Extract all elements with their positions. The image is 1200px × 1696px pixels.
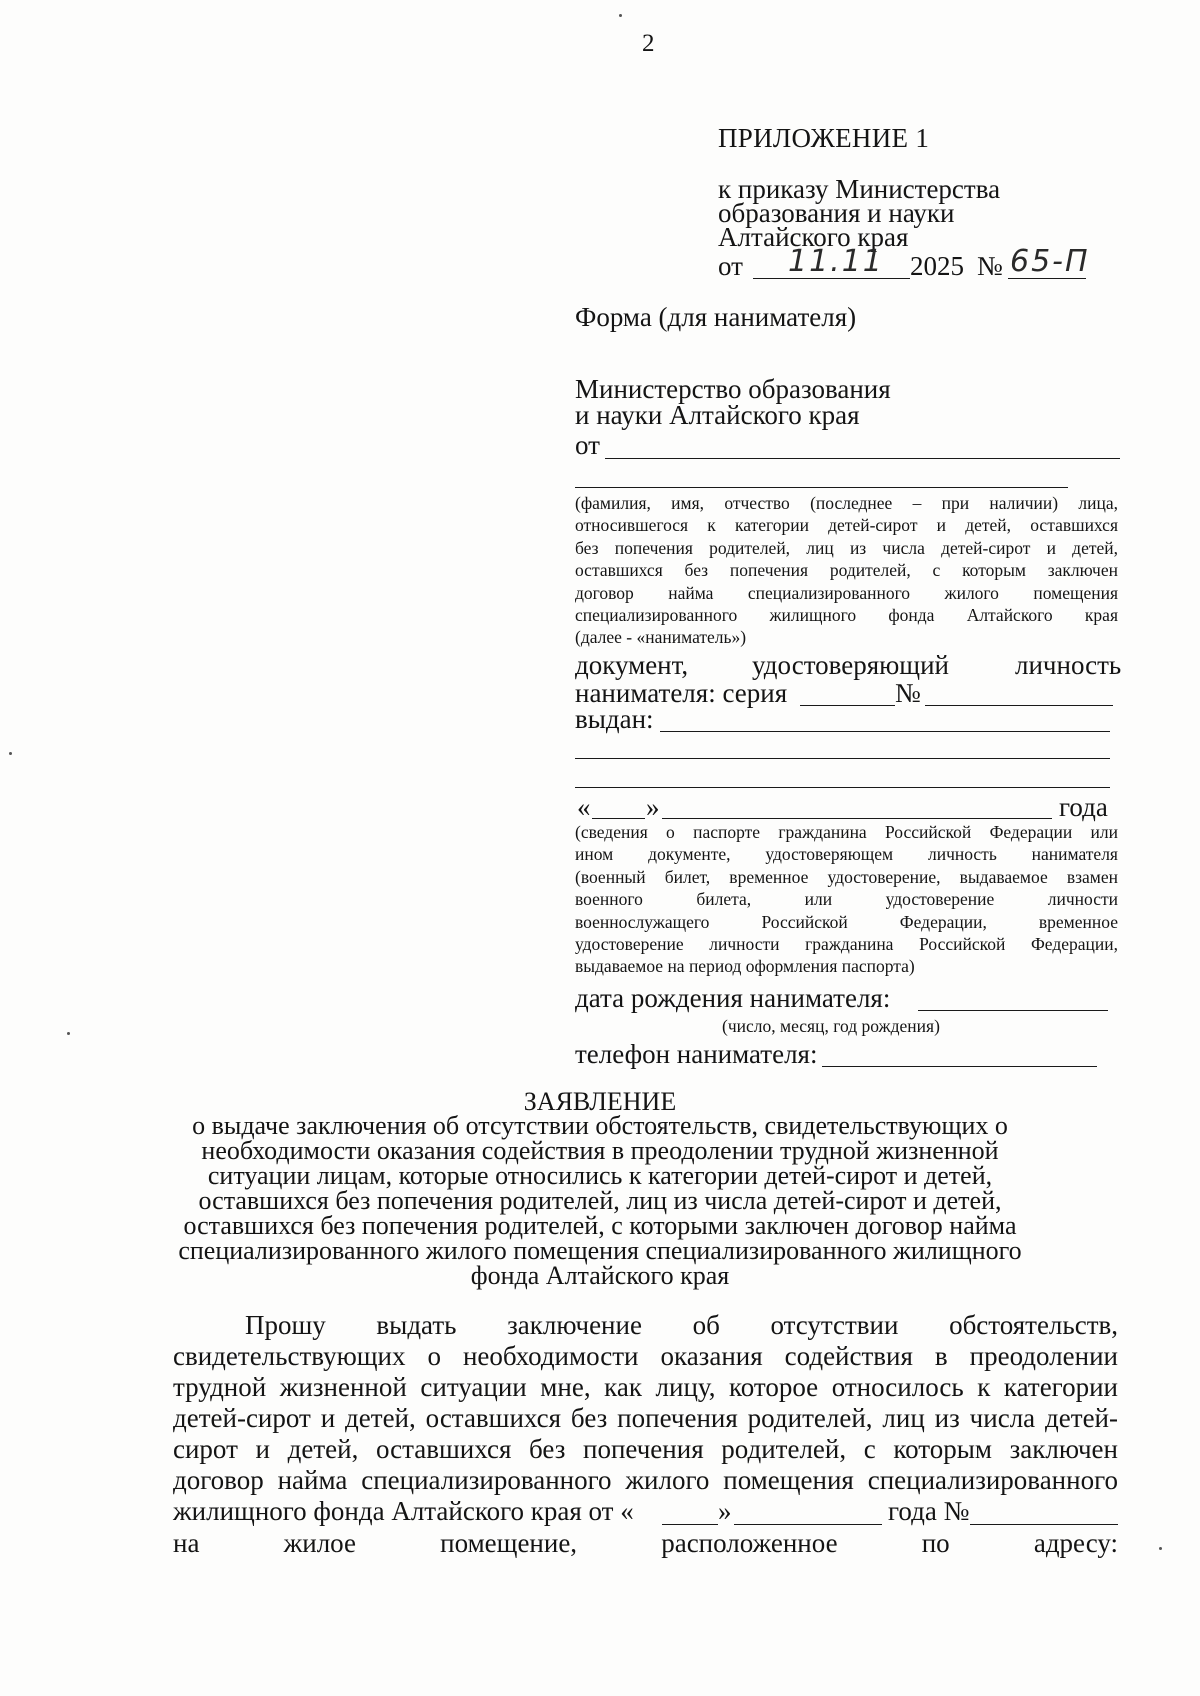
subtitle-line: ситуации лицам, которые относились к категории детей-сирот и детей, — [207, 1161, 993, 1190]
contract-quote-close: » — [718, 1496, 732, 1526]
hint-line: ином документе, удостоверяющем личность нанимателя — [575, 844, 1118, 865]
from-label: от — [575, 430, 600, 460]
hint-line: специализированного жилищного фонда Алтайского края — [575, 605, 1118, 626]
doc-issued-label: выдан: — [575, 704, 654, 734]
statement-title: ЗАЯВЛЕНИЕ — [523, 1087, 677, 1116]
from-name-line-2[interactable] — [575, 487, 1068, 488]
order-reference — [718, 174, 1001, 252]
doc-hint — [575, 821, 1118, 978]
doc-date-year-word: года — [1059, 792, 1108, 822]
appendix-title: ПРИЛОЖЕНИЕ 1 — [718, 123, 930, 153]
page-number: 2 — [642, 30, 655, 57]
doc-label-b: удостоверяющий — [752, 650, 949, 680]
hint-line: выдаваемое на период оформления паспорта) — [575, 956, 915, 977]
scan-speck — [9, 752, 12, 755]
hint-line: относившегося к категории детей-сирот и детей, оставшихся — [575, 515, 1118, 536]
scan-speck — [619, 14, 622, 17]
scan-speck — [67, 1032, 70, 1035]
order-number-sign: № — [977, 251, 1003, 281]
statement-body — [173, 1310, 1118, 1496]
hint-line: военнослужащего Российской Федерации, временное — [575, 911, 1118, 932]
subtitle-line: оставшихся без попечения родителей, лиц из числа детей-сирот и детей, — [198, 1186, 1002, 1215]
order-ref-line: к приказу Министерства — [718, 174, 1001, 204]
contract-year-number-label: года № — [888, 1496, 970, 1526]
order-ref-line: образования и науки — [718, 198, 955, 228]
birth-date-label: дата рождения нанимателя: — [575, 983, 891, 1013]
doc-issued-line-3[interactable] — [575, 787, 1110, 788]
body-line: сирот и детей, оставшихся без попечения родителей, с которым заключен — [173, 1434, 1118, 1464]
fio-hint — [575, 492, 1118, 649]
doc-series-line[interactable] — [800, 705, 895, 706]
form-label: Форма (для нанимателя) — [575, 302, 857, 332]
doc-date-month-line[interactable] — [662, 818, 1052, 819]
body-line: детей-сирот и детей, оставшихся без попечения родителей, лиц из числа детей- — [173, 1403, 1118, 1433]
body-line: свидетельствующих о необходимости оказания содействия в преодолении — [173, 1341, 1118, 1371]
birth-date-line[interactable] — [918, 1010, 1108, 1011]
contract-number-line[interactable] — [970, 1524, 1118, 1525]
doc-label-a: документ, — [575, 650, 689, 680]
phone-line[interactable] — [822, 1066, 1097, 1067]
birth-date-hint: (число, месяц, год рождения) — [722, 1016, 940, 1036]
body-line: Прошу выдать заключение об отсутствии обстоятельств, — [245, 1310, 1118, 1340]
addressee-line-1: Министерство образования — [575, 374, 891, 404]
scan-speck — [1159, 1547, 1162, 1550]
statement-subtitle — [150, 1113, 1050, 1288]
hint-line: договор найма специализированного жилого помещения — [575, 582, 1118, 603]
doc-series-label: нанимателя: серия — [575, 678, 788, 708]
doc-date-quote-open: « — [577, 792, 591, 822]
hint-line: (сведения о паспорте гражданина Российской Федерации или — [575, 822, 1118, 842]
body-line: договор найма специализированного жилого помещения специализированного — [173, 1465, 1118, 1495]
from-name-line[interactable] — [605, 458, 1120, 459]
contract-day-line[interactable] — [662, 1524, 718, 1525]
order-number-handwritten: 65-П — [1010, 244, 1090, 279]
subtitle-line: оставшихся без попечения родителей, с которыми заключен договор найма — [183, 1211, 1017, 1240]
order-year: 2025 — [910, 251, 964, 281]
hint-line: (военный билет, временное удостоверение, выдаваемое взамен — [575, 866, 1118, 887]
contract-month-line[interactable] — [734, 1524, 882, 1525]
doc-number-line[interactable] — [925, 705, 1113, 706]
hint-line: военного билета, или удостоверение личности — [575, 889, 1118, 910]
order-ref-line: Алтайского края — [718, 222, 909, 252]
doc-date-day-line[interactable] — [592, 818, 645, 819]
subtitle-line: фонда Алтайского края — [470, 1261, 730, 1290]
doc-label-c: личность — [1015, 650, 1122, 680]
subtitle-line: необходимости оказания содействия в преодолении трудной жизненной — [201, 1136, 999, 1165]
hint-line: удостоверение личности гражданина Российской Федерации, — [575, 934, 1118, 955]
subtitle-line: о выдаче заключения об отсутствии обстоятельств, свидетельствующих о — [192, 1111, 1008, 1140]
order-date-handwritten: 11.11 — [788, 244, 884, 279]
body-line: трудной жизненной ситуации мне, как лицу, которое относилось к категории — [173, 1372, 1118, 1402]
order-from-label: от — [718, 251, 743, 281]
doc-number-sign: № — [895, 678, 921, 708]
hint-line: оставшихся без попечения родителей, с которым заключен — [575, 560, 1118, 581]
addressee-block — [575, 376, 891, 428]
doc-date-quote-close: » — [646, 792, 660, 822]
address-line: на жилое помещение, расположенное по адресу: — [173, 1528, 1118, 1558]
contract-date-label: жилищного фонда Алтайского края от « — [173, 1496, 634, 1526]
hint-line: (далее - «наниматель») — [575, 627, 747, 648]
addressee-line-2: и науки Алтайского края — [575, 400, 860, 430]
phone-label: телефон нанимателя: — [575, 1039, 818, 1069]
hint-line: (фамилия, имя, отчество (последнее – при наличии) лица, — [575, 493, 1118, 513]
hint-line: без попечения родителей, лиц из числа детей-сирот и детей, — [575, 537, 1118, 558]
doc-issued-line-2[interactable] — [575, 758, 1110, 759]
subtitle-line: специализированного жилого помещения специализированного жилищного — [178, 1236, 1022, 1265]
doc-issued-line[interactable] — [660, 731, 1110, 732]
